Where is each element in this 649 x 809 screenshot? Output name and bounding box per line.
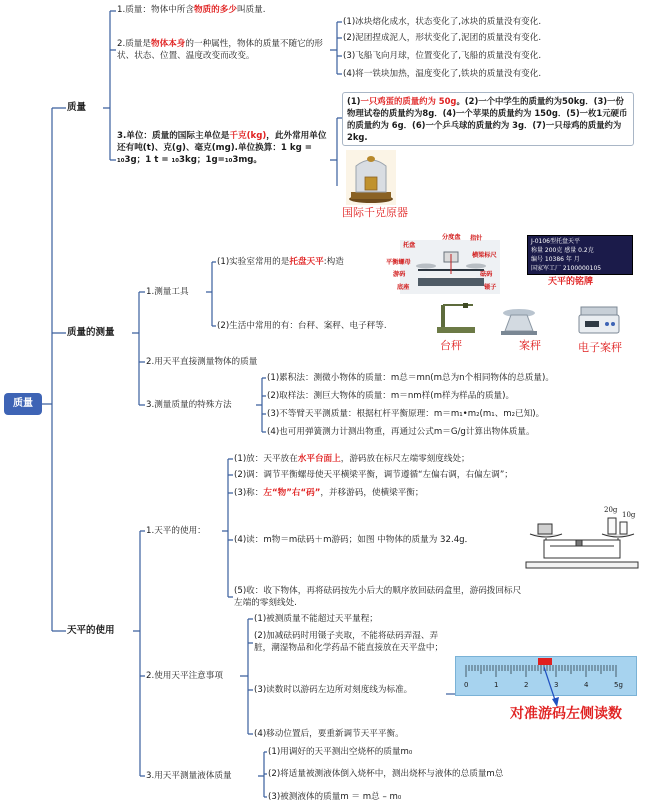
platform-scale-image xyxy=(433,299,479,337)
special-methods-title[interactable]: 3.测量质量的特殊方法 xyxy=(146,400,232,410)
counter-scale-caption: 案秤 xyxy=(519,339,541,352)
note-4: (4)移动位置后，要重新调节天平平衡。 xyxy=(254,729,404,739)
ruler-tick-label: 1 xyxy=(494,681,499,689)
note-1: (1)被测质量不能超过天平量程； xyxy=(254,614,378,624)
platform-scale-caption: 台秤 xyxy=(440,339,462,352)
mass-unit: 3.单位：质量的国际主单位是千克(kg)，此外常用单位还有吨(t)、克(g)、毫克(mg).单位换算：1 kg = ₁₀3g；1 t = ₁₀3kg；1g=₁₀3mg。 xyxy=(117,131,327,165)
nameplate-caption: 天平的铭牌 xyxy=(548,277,594,287)
counter-scale-image xyxy=(497,303,541,337)
usage-step-3: (3)称：左“物”右“码”，并移游码，使横梁平衡； xyxy=(234,488,424,498)
node-mass[interactable]: 质量 xyxy=(67,102,87,113)
special-method-1: (1)累积法：测微小物体的质量：m总＝mn(m总为n个相同物体的总质量)。 xyxy=(267,373,554,383)
lab-balance-text: (1)实验室常用的是托盘天平:构造 xyxy=(217,257,344,267)
property-item-3: (3)飞船飞向月球，位置变化了,飞船的质量没有变化. xyxy=(343,51,542,61)
mass-estimates: (1)一只鸡蛋的质量约为 50g。(2)一个中学生的质量约为50kg．(3)一份物理试卷的质量约为8g．(4)一个苹果的质量约为 150g．(5)一枚1元硬币的质量约为 6g．(6)一个乒乓球的质量约为 3g．(7)一只母鸡的质量约为 2kg. xyxy=(342,92,634,146)
mass-definition: 1.质量：物体中所含物质的多少叫质量. xyxy=(117,5,266,15)
nameplate-row: 国家军工厂 2100000105 xyxy=(531,265,602,272)
electronic-scale-image xyxy=(575,301,623,337)
life-scales-text: (2)生活中常用的有：台秤、案秤、电子秤等. xyxy=(217,321,387,331)
liquid-title[interactable]: 3.用天平测量液体质量 xyxy=(146,771,232,781)
liquid-step-2: (2)将适量被测液体倒入烧杯中，测出烧杯与液体的总质量m总 xyxy=(268,769,504,779)
ruler-tick-label: 2 xyxy=(524,681,529,689)
balance-label-rider: 游码 xyxy=(393,271,406,278)
special-method-4: (4)也可用弹簧测力计测出物重，再通过公式m＝G/g计算出物体质量。 xyxy=(267,427,535,437)
liquid-step-1: (1)用调好的天平测出空烧杯的质量m₀ xyxy=(268,747,413,757)
ruler-tick-label: 4 xyxy=(584,681,589,689)
nameplate-row: 称量 200克 感量 0.2克 xyxy=(531,247,594,254)
direct-measure-text[interactable]: 2.用天平直接测量物体的质量 xyxy=(146,357,258,367)
usage-step-4: (4)读：m物＝m砝码＋m游码；如图 中物体的质量为 32.4g． xyxy=(234,535,474,545)
balance-label-tweezers: 镊子 xyxy=(484,284,497,291)
special-method-2: (2)取样法：测巨大物体的质量：m＝nm样(m样为样品的质量)。 xyxy=(267,391,515,401)
measure-tools-title[interactable]: 1.测量工具 xyxy=(146,287,189,297)
mass-property: 2.质量是物体本身的一种属性，物体的质量不随它的形状、状态、位置、温度改变而改变。 xyxy=(117,39,323,61)
nameplate-row: 编号 10386 年 月 xyxy=(531,256,580,263)
root-node[interactable]: 质量 xyxy=(4,393,42,415)
weight-label-10g: 10g xyxy=(622,511,636,519)
usage-title[interactable]: 1.天平的使用： xyxy=(146,526,206,536)
note-2: (2)加减砝码时用镊子夹取，不能将砝码弄湿、弄脏，潮湿物品和化学药品不能直接放在天平盘中； xyxy=(254,631,444,653)
balance-label-ruler: 横梁标尺 xyxy=(472,252,497,259)
nameplate xyxy=(527,235,633,275)
ruler-tick-label: 0 xyxy=(464,681,469,689)
notes-title[interactable]: 2.使用天平注意事项 xyxy=(146,671,223,681)
usage-step-2: (2)调：调节平衡螺母使天平横梁平衡，调节遵循“左偏右调，右偏左调”； xyxy=(234,470,513,480)
liquid-step-3: (3)被测液体的质量m ＝ m总 – m₀ xyxy=(268,792,402,802)
prototype-caption: 国际千克原器 xyxy=(342,206,408,219)
ruler-tick-label: 5g xyxy=(614,681,623,689)
electronic-scale-caption: 电子案秤 xyxy=(578,341,622,354)
balance-label-weights: 砝码 xyxy=(480,271,493,278)
balance-label-pointer: 指针 xyxy=(470,235,483,242)
note-3: (3)读数时以游码左边所对刻度线为标准。 xyxy=(254,685,413,695)
property-item-1: (1)冰块熔化成水，状态变化了,冰块的质量没有变化. xyxy=(343,17,542,27)
balance-label-dial: 分度盘 xyxy=(442,234,461,241)
ruler-tick-label: 3 xyxy=(554,681,559,689)
ruler-caption: 对准游码左侧读数 xyxy=(510,706,622,722)
ruler-pointer-arrow xyxy=(540,665,570,709)
property-item-4: (4)将一铁块加热，温度变化了,铁块的质量没有变化. xyxy=(343,69,542,79)
property-item-2: (2)泥团捏成泥人，形状变化了,泥团的质量没有变化. xyxy=(343,33,542,43)
weight-label-20g: 20g xyxy=(604,506,618,514)
balance-label-nut: 平衡螺母 xyxy=(386,259,411,266)
node-use[interactable]: 天平的使用 xyxy=(67,625,115,636)
balance-label-base: 底座 xyxy=(397,284,410,291)
special-method-3: (3)不等臂天平测质量：根据杠杆平衡原理：m＝m₁•m₂(m₁、m₂已知)。 xyxy=(267,409,545,419)
usage-step-1: (1)放：天平放在水平台面上，游码放在标尺左端零刻度线处； xyxy=(234,454,470,464)
nameplate-row: J-0106型托盘天平 xyxy=(531,238,580,245)
balance-label-tray: 托盘 xyxy=(403,242,416,249)
node-measure[interactable]: 质量的测量 xyxy=(67,327,115,338)
kilogram-prototype-image xyxy=(346,150,396,205)
usage-step-5: (5)收：收下物体，再将砝码按先小后大的顺序放回砝码盒里，游码拨回标尺左端的零刻线处. xyxy=(234,586,522,608)
